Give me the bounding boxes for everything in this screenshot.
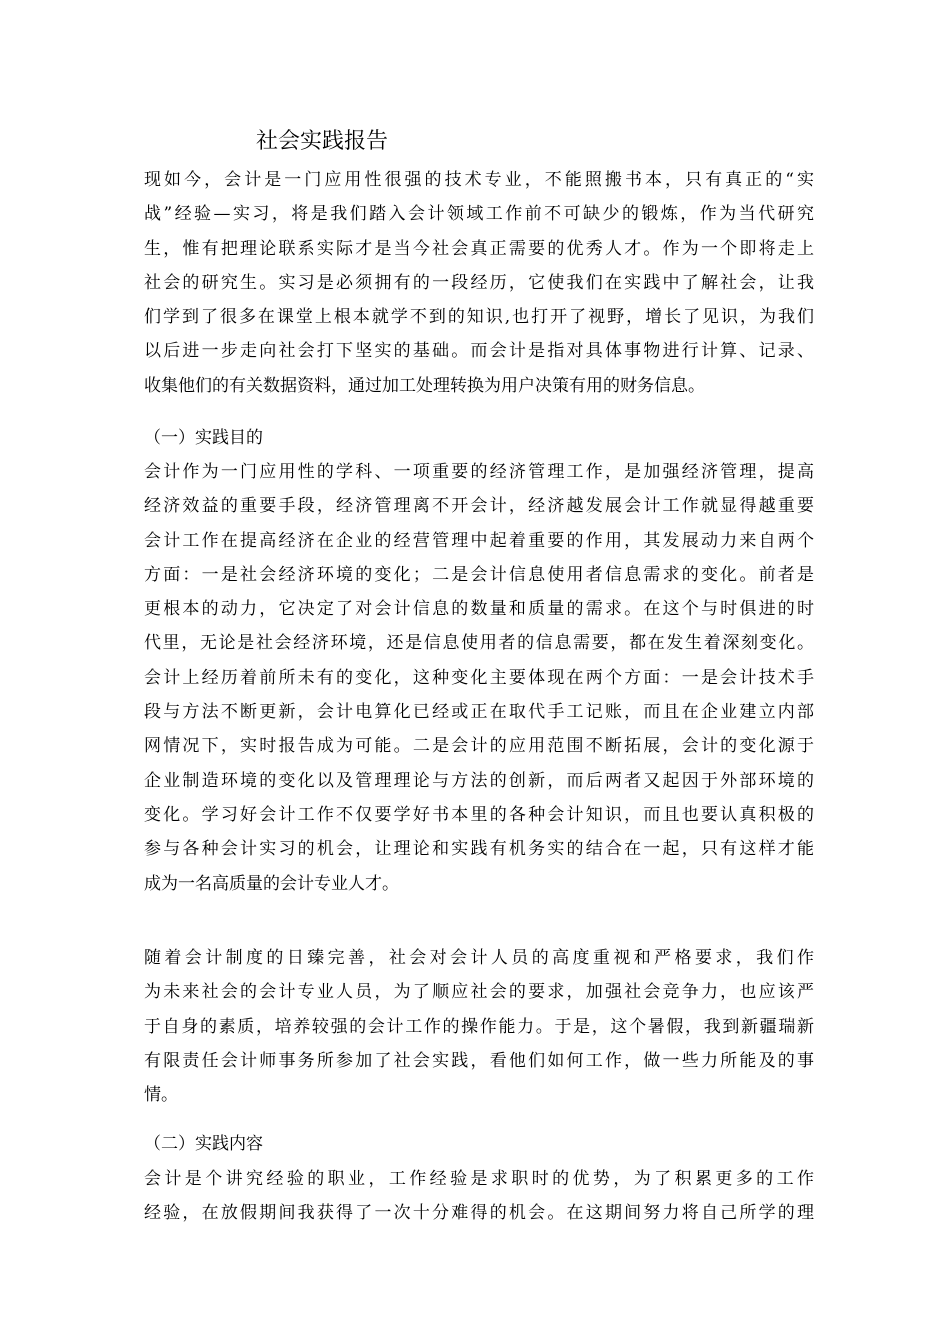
text-line: 情。 — [144, 1085, 178, 1106]
text-line: 参与各种会计实习的机会，让理论和实践有机务实的结合在一起，只有这样才能 — [144, 839, 814, 860]
text-line: 有限责任会计师事务所参加了社会实践，看他们如何工作，做一些力所能及的事 — [144, 1050, 814, 1071]
text-line: 段与方法不断更新，会计电算化已经或正在取代手工记账，而且在企业建立内部 — [144, 702, 814, 723]
section-heading-content: （二）实践内容 — [144, 1134, 263, 1154]
text-line: 更根本的动力，它决定了对会计信息的数量和质量的需求。在这个与时俱进的时 — [144, 599, 814, 620]
text-line: 会计上经历着前所未有的变化，这种变化主要体现在两个方面：一是会计技术手 — [144, 667, 814, 688]
text-line: 方面：一是社会经济环境的变化；二是会计信息使用者信息需求的变化。前者是 — [144, 564, 814, 585]
content-paragraph — [144, 1162, 814, 1231]
text-line: 社会的研究生。实习是必须拥有的一段经历，它使我们在实践中了解社会，让我 — [144, 272, 814, 293]
text-line: 为未来社会的会计专业人员，为了顺应社会的要求，加强社会竞争力，也应该严 — [144, 982, 814, 1003]
text-line: 成为一名高质量的会计专业人才。 — [144, 873, 399, 894]
text-line: 收集他们的有关数据资料，通过加工处理转换为用户决策有用的财务信息。 — [144, 375, 705, 396]
document-title: 社会实践报告 — [256, 129, 389, 154]
text-line: 随着会计制度的日臻完善，社会对会计人员的高度重视和严格要求，我们作 — [144, 948, 814, 968]
text-line: 变化。学习好会计工作不仅要学好书本里的各种会计知识，而且也要认真积极的 — [144, 804, 814, 825]
text-line: 会计是个讲究经验的职业，工作经验是求职时的优势，为了积累更多的工作 — [144, 1169, 814, 1189]
purpose-paragraph — [144, 455, 814, 901]
text-line: 企业制造环境的变化以及管理理论与方法的创新，而后两者又起因于外部环境的 — [144, 770, 814, 791]
text-line: 们学到了很多在课堂上根本就学不到的知识,也打开了视野，增长了见识，为我们 — [144, 307, 814, 328]
text-line: 网情况下，实时报告成为可能。二是会计的应用范围不断拓展，会计的变化源于 — [144, 736, 814, 757]
text-line: 于自身的素质，培养较强的会计工作的操作能力。于是，这个暑假，我到新疆瑞新 — [144, 1016, 814, 1037]
section-heading-purpose: （一）实践目的 — [144, 428, 263, 448]
intro-paragraph — [144, 133, 814, 403]
text-line: 代里，无论是社会经济环境，还是信息使用者的信息需要，都在发生着深刻变化。 — [144, 633, 814, 654]
text-line: 以后进一步走向社会打下坚实的基础。而会计是指对具体事物进行计算、记录、 — [144, 341, 814, 362]
text-line: 经济效益的重要手段，经济管理离不开会计，经济越发展会计工作就显得越重要 — [144, 496, 814, 517]
text-line: 战”经验—实习，将是我们踏入会计领域工作前不可缺少的锻炼，作为当代研究 — [144, 204, 814, 225]
text-line: 经验，在放假期间我获得了一次十分难得的机会。在这期间努力将自己所学的理 — [144, 1203, 814, 1224]
text-line: 会计工作在提高经济在企业的经营管理中起着重要的作用，其发展动力来自两个 — [144, 530, 814, 551]
text-line: 生，惟有把理论联系实际才是当今社会真正需要的优秀人才。作为一个即将走上 — [144, 238, 814, 259]
text-line: 会计作为一门应用性的学科、一项重要的经济管理工作，是加强经济管理，提高 — [144, 462, 814, 482]
purpose-paragraph-2 — [144, 941, 814, 1112]
text-line: 现如今，会计是一门应用性很强的技术专业，不能照搬书本，只有真正的“实 — [144, 170, 814, 190]
